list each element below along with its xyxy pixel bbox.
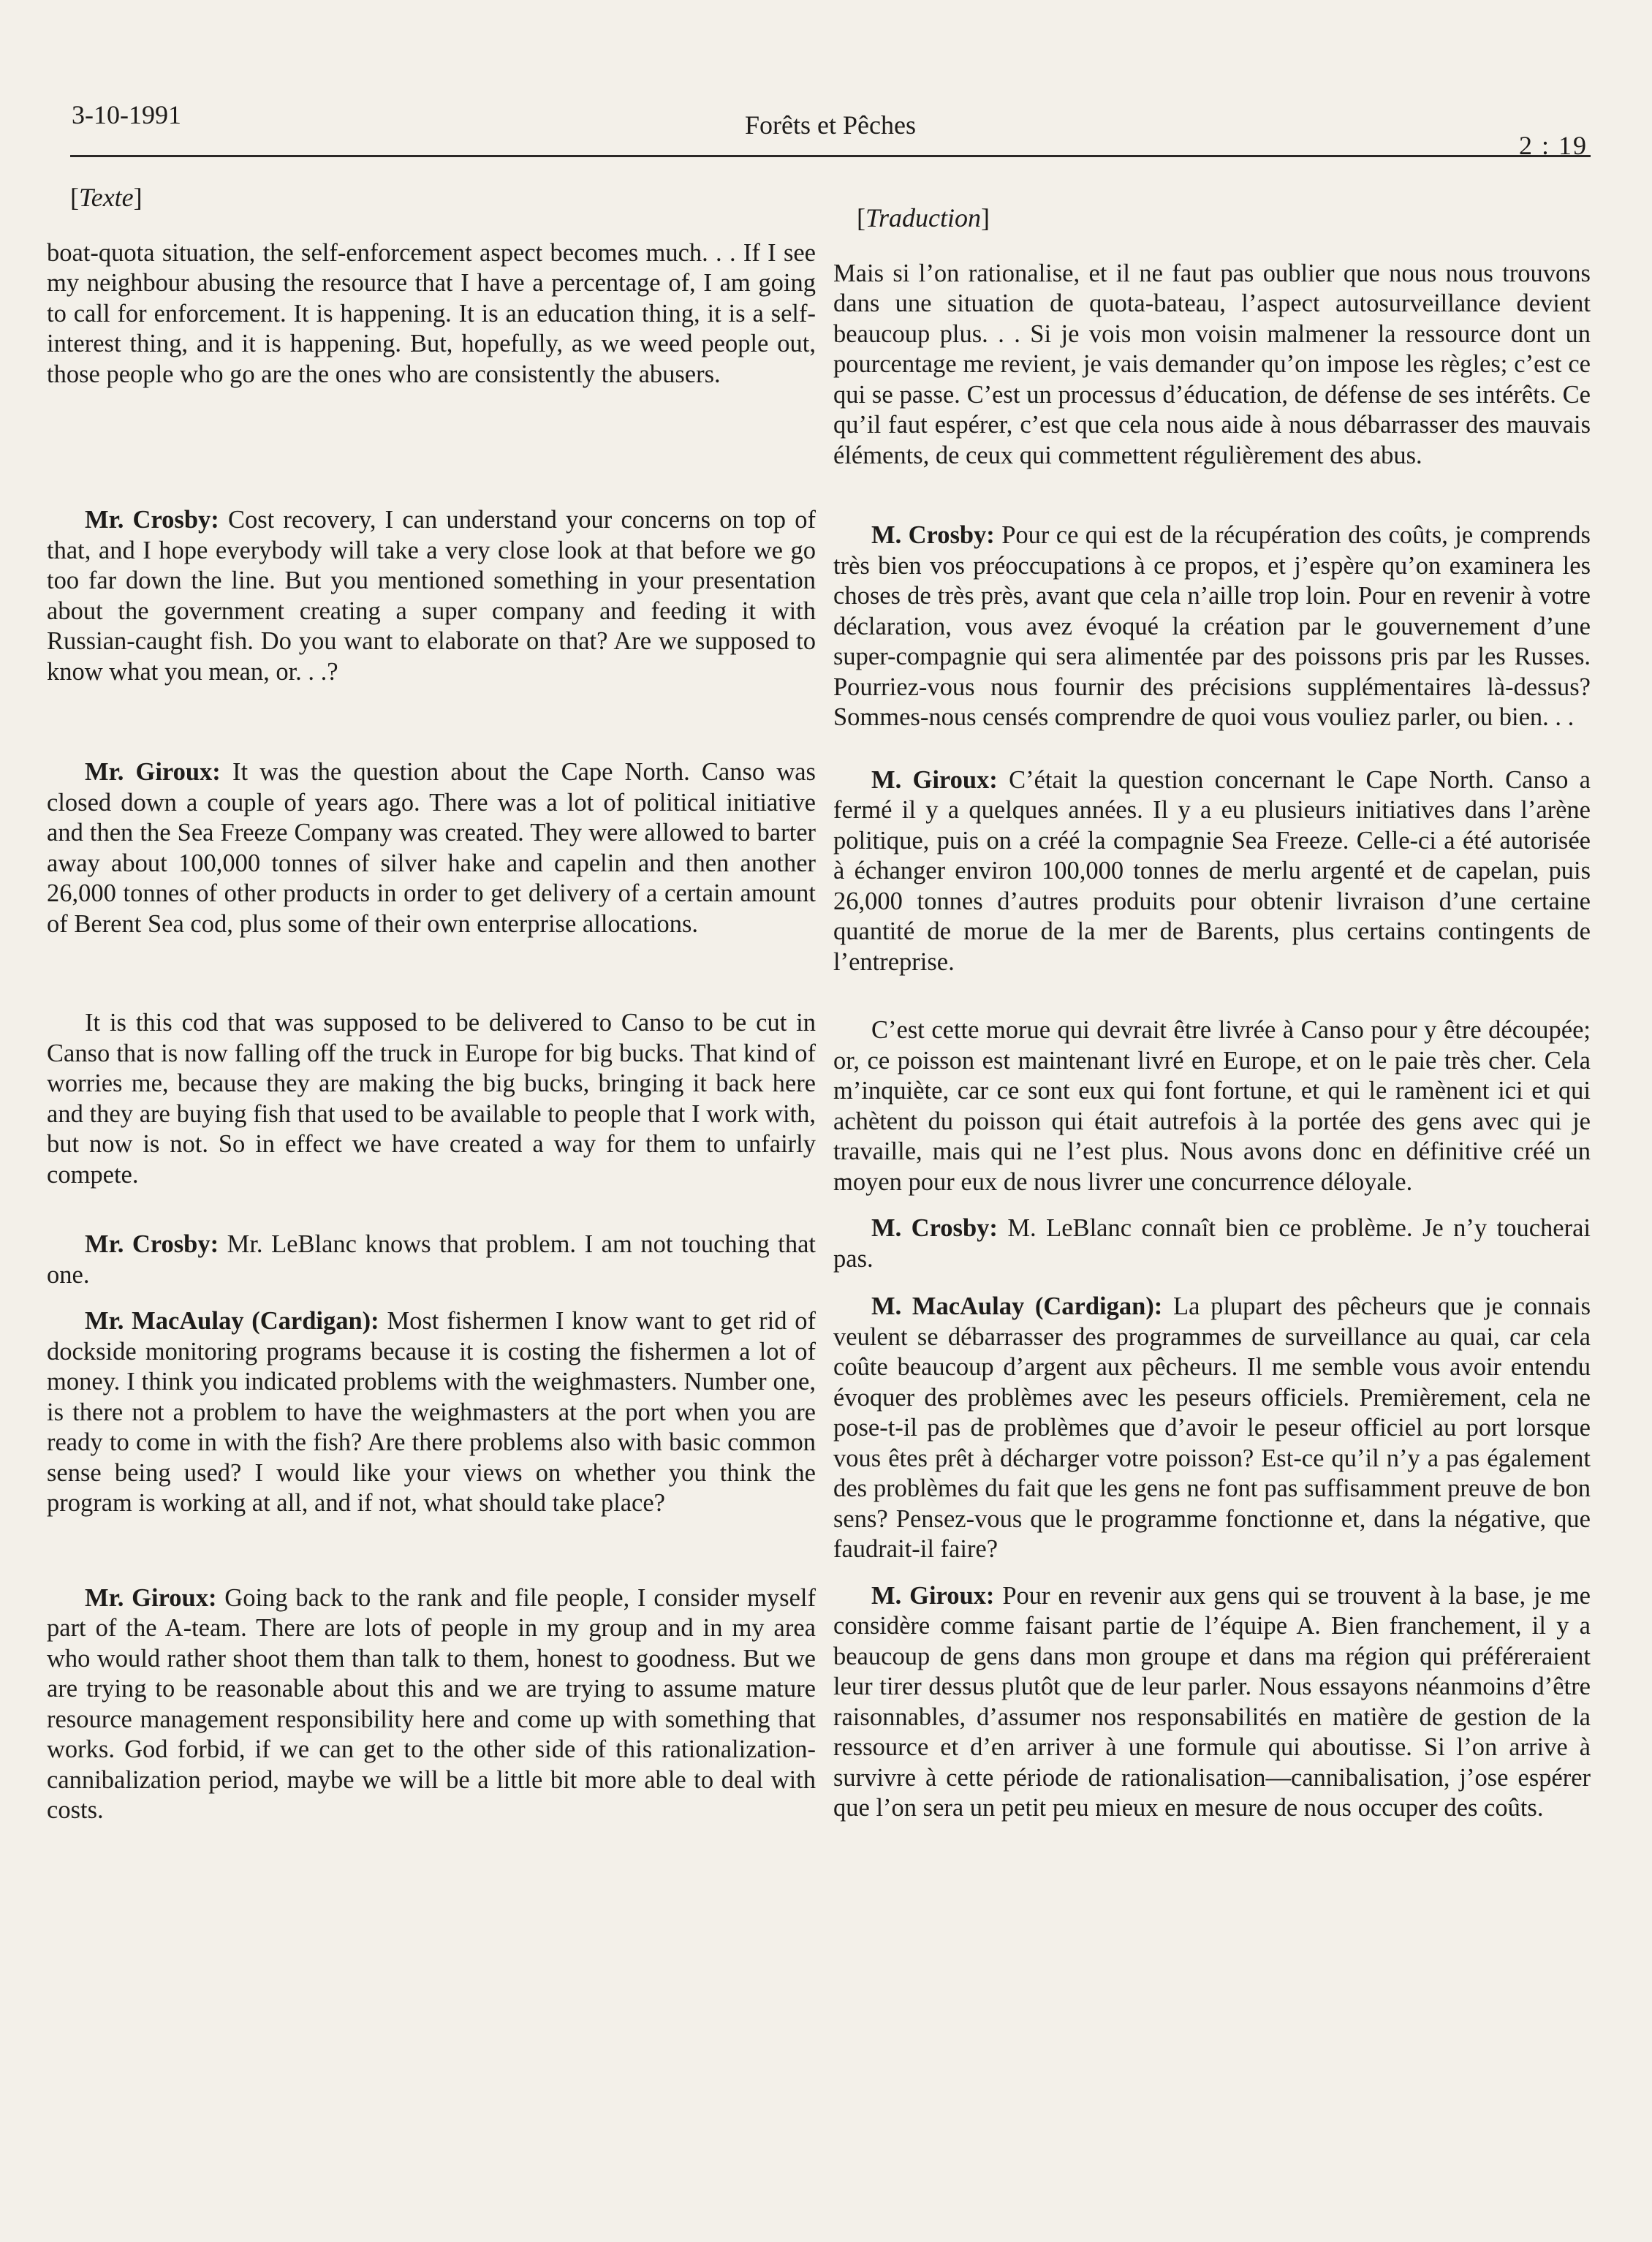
paragraph <box>833 1581 1591 1824</box>
paragraph-text: La plupart des pêcheurs que je connais veulent se débarrasser des programmes de surveillance au quai, car cela coûte beaucoup d’argent aux pêcheurs. Il me semble vous avoir entendu évoquer des problèmes avec les peseurs officiels. Premièrement, cela ne pose-t-il pas de problèmes que d’avoir le peseur officiel au port lorsque vous êtes prêt à décharger votre poisson? Est-ce qu’il n’y a pas également des problèmes du fait que les gens ne font pas suffisamment preuve de bon sens? Pensez-vous que le programme fonctionne et, dans la négative, que faudrait-il faire? <box>833 1292 1591 1563</box>
page-number: 2 : 19 <box>1518 131 1588 160</box>
paragraph-text: It was the question about the Cape North. Canso was closed down a couple of years ago. There was a lot of political initiative and then the Sea Freeze Company was created. They were allowed to barter away about 100,000 tonnes of silver hake and capelin and then another 26,000 tonnes of other products in order to get delivery of a certain amount of Berent Sea cod, plus some of their own enterprise allocations. <box>47 758 816 938</box>
speaker-name: M. Giroux: <box>871 765 998 794</box>
paragraph <box>47 1583 816 1826</box>
paragraph <box>47 1008 816 1190</box>
speaker-name: Mr. Crosby: <box>85 1230 219 1258</box>
paragraph-text: M. LeBlanc connaît bien ce problème. Je n’y toucherai pas. <box>833 1214 1591 1273</box>
paragraph-text: Mais si l’on rationalise, et il ne faut pas oublier que nous nous trouvons dans une situation de quota-bateau, l’aspect autosurveillance devient beaucoup plus. . . Si je vois mon voisin malmener la ressource dont un pourcentage me revient, je vais demander qu’on impose les règles; c’est ce qui se passe. C’est un processus d’éducation, de défense de ses intérêts. Ce qu’il faut espérer, c’est que cela nous aide à nous débarrasser des mauvais éléments, de ceux qui commettent régulièrement des abus. <box>833 259 1591 469</box>
paragraph <box>47 1306 816 1519</box>
paragraph <box>833 1292 1591 1565</box>
column-label: [Traduction] <box>857 203 990 232</box>
paragraph <box>833 1213 1591 1274</box>
paragraph-text: Going back to the rank and file people, I consider myself part of the A-team. There are lots of people in my group and in my area who would rather shoot them than talk to them, honest to goodness. But we are trying to be reasonable about this and we are trying to assume mature resource management responsibility here and come up with something that works. God forbid, if we can get to the other side of this rationalization-cannibalization period, maybe we will be a little bit more able to deal with costs. <box>47 1583 816 1824</box>
speaker-name: Mr. MacAulay (Cardigan): <box>85 1307 379 1335</box>
header-date: 3-10-1991 <box>72 100 181 129</box>
paragraph-text: It is this cod that was supposed to be delivered to Canso to be cut in Canso that is now falling off the truck in Europe for big bucks. That kind of worries me, because they are making the big bucks, bringing it back here and they are buying fish that used to be available to people that I work with, but now is not. So in effect we have created a way for them to unfairly compete. <box>47 1009 816 1189</box>
speaker-name: M. Crosby: <box>871 1214 998 1242</box>
paragraph-text: Most fishermen I know want to get rid of dockside monitoring programs because it is costing the fishermen a lot of money. I think you indicated problems with the weighmasters. Number one, is there not a problem to have the weighmasters at the port when you are ready to come in with the fish? Are there problems also with basic common sense being used? I would like your views on whether you think the program is working at all, and if not, what should take place? <box>47 1307 816 1517</box>
paragraph <box>833 259 1591 471</box>
speaker-name: Mr. Crosby: <box>85 506 219 534</box>
french-column <box>833 183 1591 1824</box>
paragraph <box>47 757 816 939</box>
paragraph <box>47 1230 816 1290</box>
english-column <box>47 183 816 1826</box>
column-label-text: Texte <box>79 183 134 212</box>
paragraph-text: Pour en revenir aux gens qui se trouvent à la base, je me considère comme faisant partie de l’équipe A. Bien franchement, il y a beaucoup de gens dans mon groupe et dans ma région qui préféreraient leur tirer dessus plutôt que de leur parler. Nous essayons néanmoins d’être raisonnables, d’assumer nos responsabilités en matière de gestion de la ressource et d’en arriver à une formule qui aboutisse. Si l’on arrive à survivre à cette période de rationalisation—cannibalisation, j’ose espérer que l’on sera un petit peu mieux en mesure de nous occuper des coûts. <box>833 1581 1591 1822</box>
paragraph <box>833 1015 1591 1197</box>
paragraph <box>833 520 1591 733</box>
paragraph <box>47 238 816 390</box>
paragraph-text: C’est cette morue qui devrait être livrée à Canso pour y être découpée; or, ce poisson est maintenant livré en Europe, et on le paie très cher. Cela m’inquiète, car ce sont eux qui font fortune, et qui le ramènent ici et qui achètent du poisson qui était autrefois à la portée des gens avec qui je travaille, mais qui ne l’est plus. Nous avons donc en définitive créé un moyen pour eux de nous livrer une concurrence déloyale. <box>833 1016 1591 1196</box>
header-title: Forêts et Pêches <box>745 110 916 140</box>
column-label-text: Traduction <box>865 203 982 232</box>
paragraph <box>833 765 1591 978</box>
speaker-name: M. MacAulay (Cardigan): <box>871 1292 1163 1320</box>
paragraph-text: Mr. LeBlanc knows that problem. I am not touching that one. <box>47 1230 816 1289</box>
speaker-name: M. Giroux: <box>871 1581 995 1610</box>
paragraph-text: boat-quota situation, the self-enforcement aspect becomes much. . . If I see my neighbour abusing the resource that I have a percentage of, I am going to call for enforcement. It is happening. It is an education thing, it is a self-interest thing, and it is happening. But, hopefully, as we weed people out, those people who go are the ones who are consistently the abusers. <box>47 238 816 388</box>
speaker-name: Mr. Giroux: <box>85 1583 217 1612</box>
running-header <box>70 94 1591 160</box>
column-label: [Texte] <box>70 183 143 212</box>
paragraph <box>47 505 816 687</box>
paragraph-text: Cost recovery, I can understand your concerns on top of that, and I hope everybody will take a very close look at that before we go too far down the line. But you mentioned something in your presentation about the government creating a super company and feeding it with Russian-caught fish. Do you want to elaborate on that? Are we supposed to know what you mean, or. . .? <box>47 506 816 686</box>
speaker-name: Mr. Giroux: <box>85 758 221 786</box>
paragraph-text: C’était la question concernant le Cape North. Canso a fermé il y a quelques années. Il y a eu plusieurs initiatives dans l’arène politique, puis on a créé la compagnie Sea Freeze. Celle-ci a été autorisée à échanger environ 100,000 tonnes de merlu argenté et de capelan, puis 26,000 tonnes d’autres produits pour obtenir livraison d’une certaine quantité de morue de la mer de Barents, plus certains contingents de l’entreprise. <box>833 765 1591 976</box>
speaker-name: M. Crosby: <box>871 521 995 549</box>
paragraph-text: Pour ce qui est de la récupération des coûts, je comprends très bien vos préoccupations à ce propos, et j’espère qu’on examinera les choses de très près, avant que cela n’aille trop loin. Pour en revenir à votre déclaration, vous avez évoqué la création par le gouvernement d’une super-compagnie qui sera alimentée par des poissons pris par les Russes. Pourriez-vous nous fournir des précisions supplémentaires là-dessus? Sommes-nous censés comprendre de quoi vous vouliez parler, ou bien. . . <box>833 521 1591 731</box>
